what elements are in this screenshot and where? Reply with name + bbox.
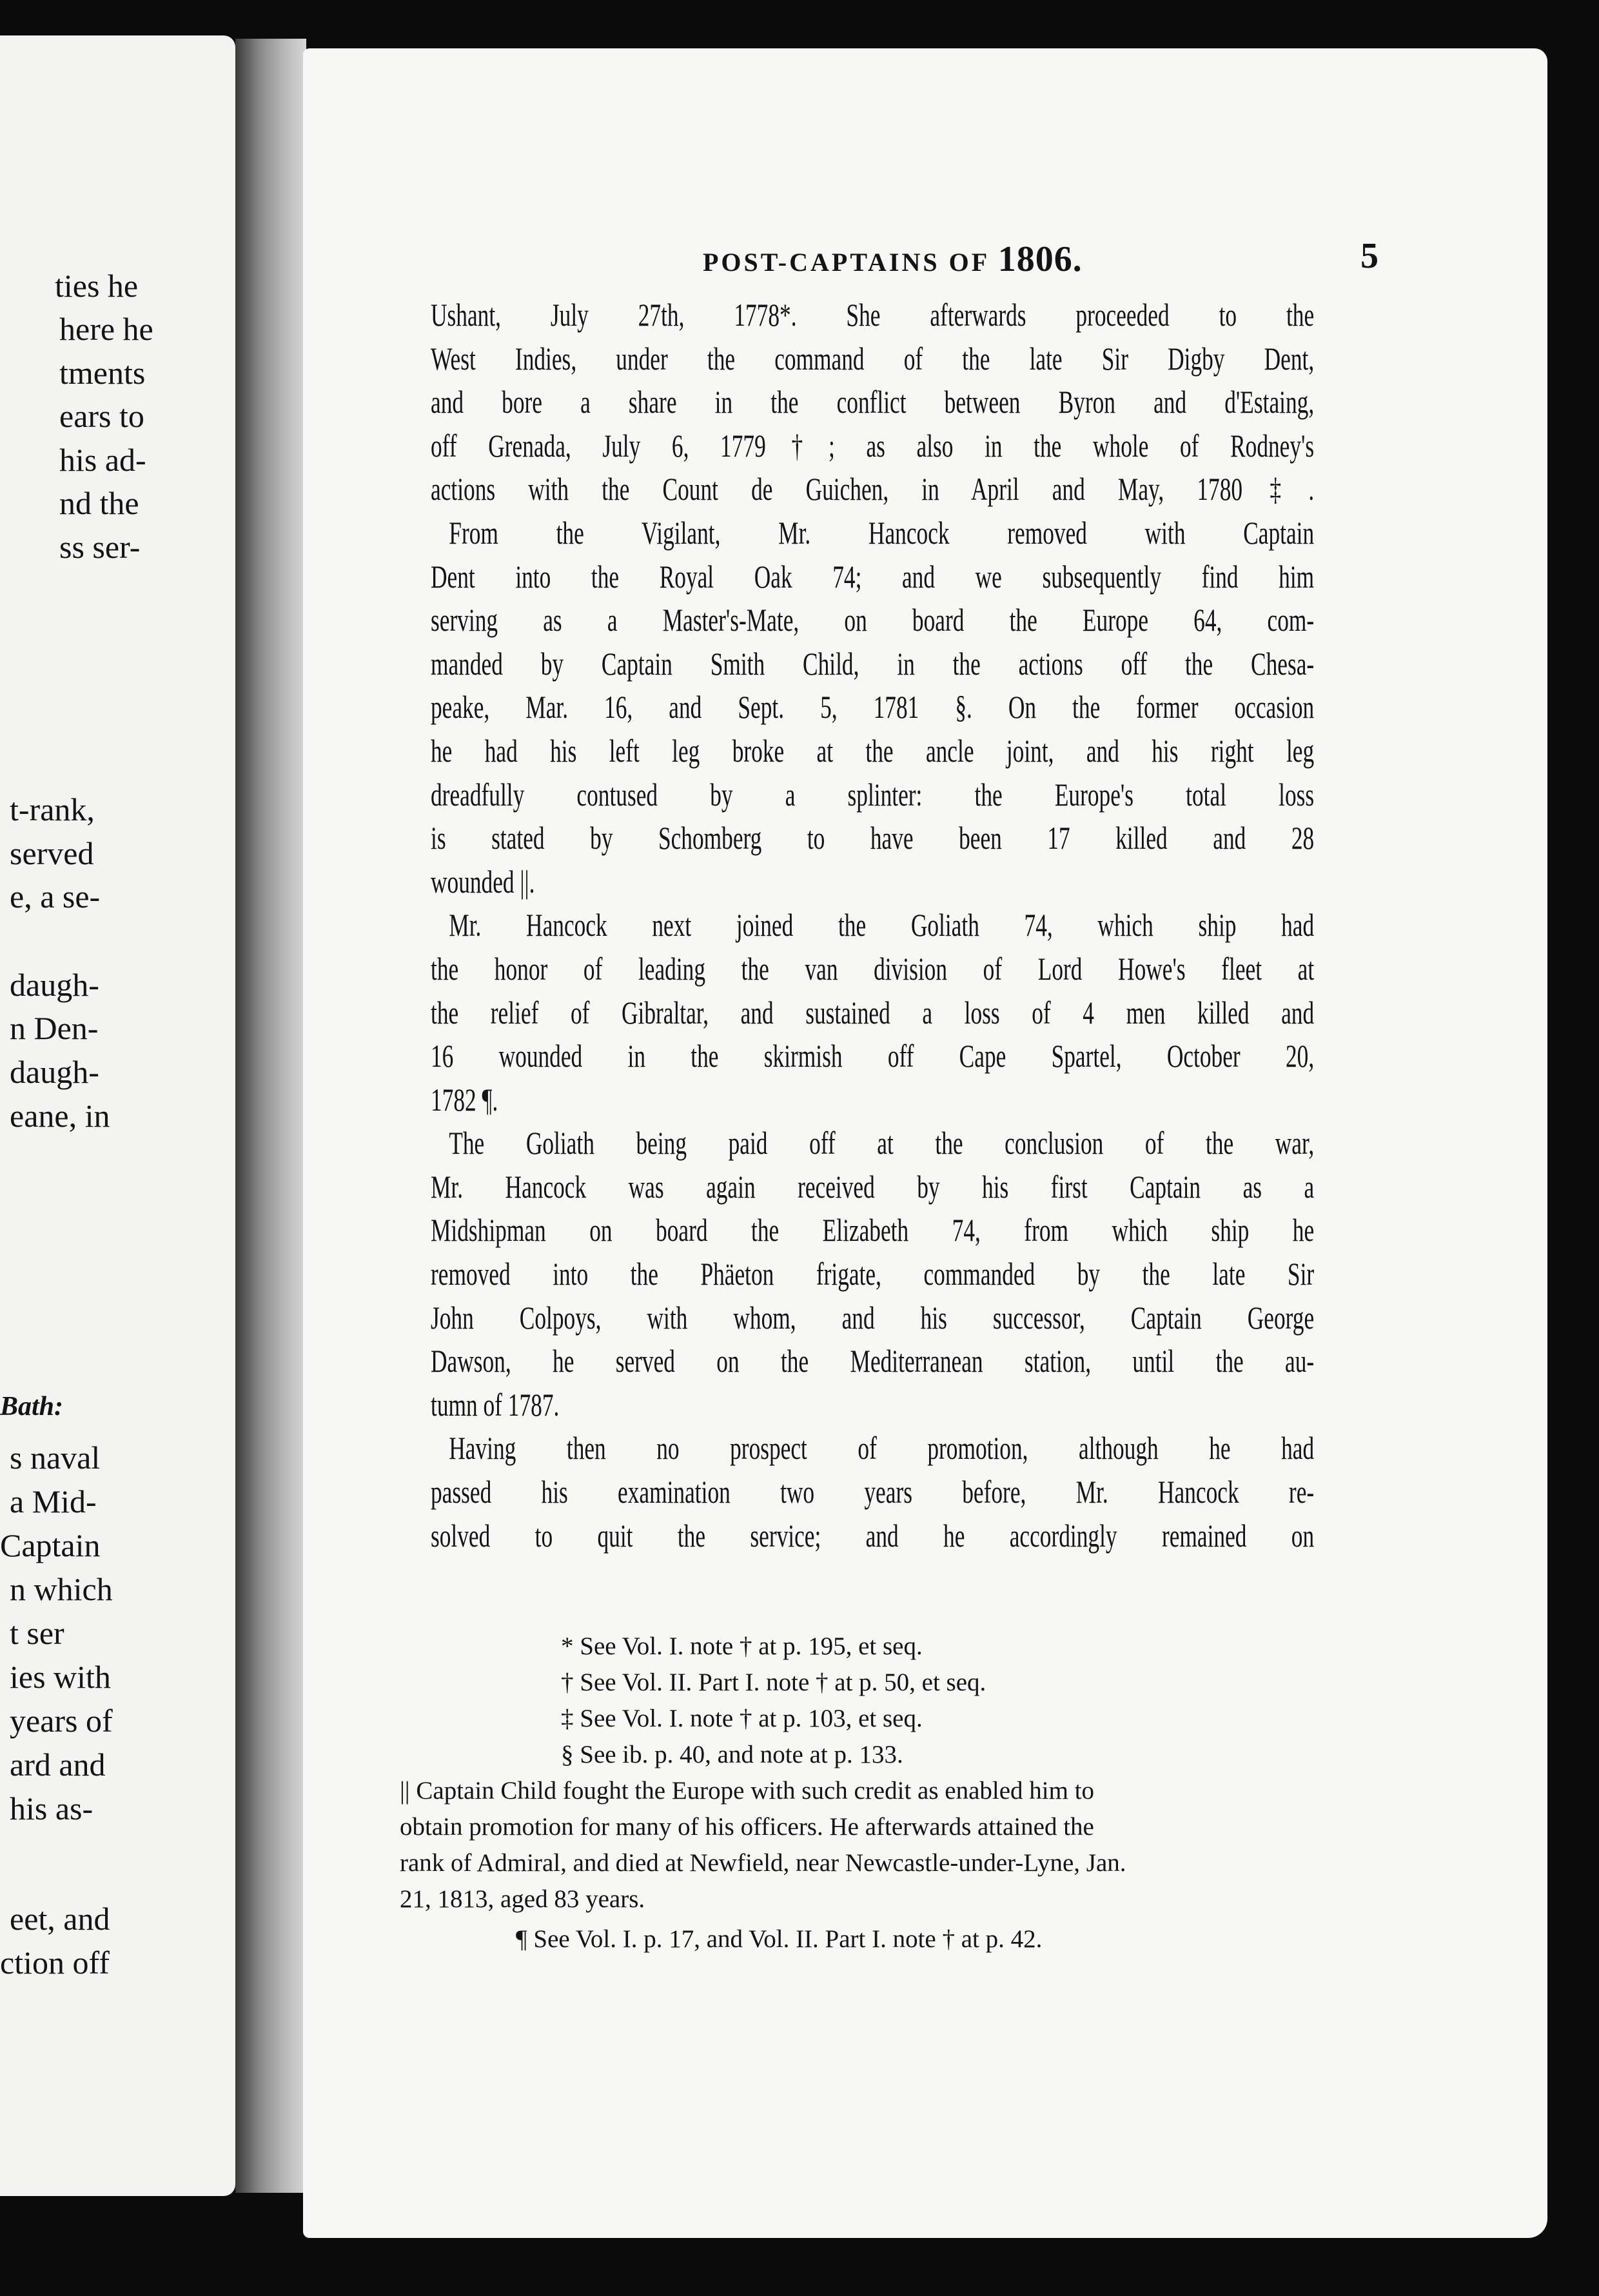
running-head-year: 1806. xyxy=(997,239,1083,279)
left-fragment: daugh- xyxy=(10,967,99,1003)
left-fragment: daugh- xyxy=(10,1054,99,1090)
text-line: the relief of Gibraltar, and sustained a loss of 4 men killed and xyxy=(431,994,1315,1031)
text-line: the honor of leading the van division of Lord Howe's fleet at xyxy=(431,950,1315,987)
text-line: actions with the Count de Guichen, in April and May, 1780‡. xyxy=(431,471,1315,508)
text-line: wounded ||. xyxy=(431,863,535,900)
left-fragment: eet, and xyxy=(10,1901,110,1937)
text-line: Dawson, he served on the Mediterranean station, until the au- xyxy=(431,1343,1315,1380)
footnote: § See ib. p. 40, and note at p. 133. xyxy=(561,1741,903,1768)
left-fragment: n Den- xyxy=(10,1010,99,1046)
left-fragment: ard and xyxy=(10,1747,106,1783)
left-fragment: ies with xyxy=(10,1659,111,1695)
running-head-text: POST-CAPTAINS OF xyxy=(703,248,989,277)
footnote: 21, 1813, aged 83 years. xyxy=(400,1885,645,1913)
text-line: Mr. Hancock was again received by his first Captain as a xyxy=(431,1168,1315,1205)
text-line: dreadfully contused by a splinter: the Europe's total loss xyxy=(431,776,1315,813)
left-fragment: tments xyxy=(59,355,146,391)
text-line: is stated by Schomberg to have been 17 killed and 28 xyxy=(431,820,1315,856)
footnote: rank of Admiral, and died at Newfield, near Newcastle-under-Lyne, Jan. xyxy=(400,1849,1126,1877)
text-line: off Grenada, July 6, 1779†; as also in the whole of Rodney's xyxy=(431,427,1315,464)
book-gutter-shadow xyxy=(235,39,306,2193)
left-fragment: s naval xyxy=(10,1440,101,1476)
text-line: From the Vigilant, Mr. Hancock removed with Captain xyxy=(449,514,1315,551)
left-fragment: Captain xyxy=(0,1527,101,1563)
text-line: tumn of 1787. xyxy=(431,1386,560,1423)
text-line: manded by Captain Smith Child, in the actions off the Chesa- xyxy=(431,645,1315,682)
left-fragment: Bath: xyxy=(0,1392,64,1421)
left-fragment: t ser xyxy=(10,1615,64,1651)
left-fragment: ss ser- xyxy=(59,529,141,565)
page-header xyxy=(303,235,1547,287)
text-line: serving as a Master's-Mate, on board the Europe 64, com- xyxy=(431,602,1315,638)
page-number: 5 xyxy=(1360,236,1378,276)
left-fragment: n which xyxy=(10,1571,113,1607)
text-line: passed his examination two years before, Mr. Hancock re- xyxy=(431,1474,1315,1510)
footnotes xyxy=(400,1628,1380,1957)
left-fragment: e, a se- xyxy=(10,878,101,915)
left-fragment: ction off xyxy=(0,1945,110,1981)
footnote: * See Vol. I. note † at p. 195, et seq. xyxy=(561,1632,923,1660)
left-fragment: ties he xyxy=(55,268,139,304)
footnote: † See Vol. II. Part I. note † at p. 50, et seq. xyxy=(561,1668,986,1696)
left-fragment: here he xyxy=(59,311,153,347)
left-fragment: his ad- xyxy=(59,442,146,478)
text-line: solved to quit the service; and he accordingly remained on xyxy=(431,1517,1315,1554)
text-line: Mr. Hancock next joined the Goliath 74, which ship had xyxy=(449,907,1315,944)
left-fragment: a Mid- xyxy=(10,1483,97,1519)
left-fragment: years of xyxy=(10,1703,113,1739)
footnote: ¶ See Vol. I. p. 17, and Vol. II. Part I. note † at p. 42. xyxy=(516,1925,1043,1953)
text-line: 1782 ¶. xyxy=(431,1081,498,1118)
footnote: || Captain Child fought the Europe with such credit as enabled him to xyxy=(400,1777,1095,1805)
text-line: The Goliath being paid off at the conclusion of the war, xyxy=(449,1125,1315,1162)
left-fragment: nd the xyxy=(59,485,139,521)
left-page-edge xyxy=(0,35,235,2196)
text-line: 16 wounded in the skirmish off Cape Spartel, October 20, xyxy=(431,1038,1315,1074)
text-line: Ushant, July 27th, 1778*. She afterwards proceeded to the xyxy=(431,297,1315,333)
text-line: peake, Mar. 16, and Sept. 5, 1781 §. On the former occasion xyxy=(431,689,1315,726)
running-head xyxy=(703,239,1083,280)
text-line: John Colpoys, with whom, and his successor, Captain George xyxy=(431,1299,1315,1336)
left-fragment: ears to xyxy=(59,398,144,434)
left-fragment: eane, in xyxy=(10,1098,110,1134)
left-fragment: t-rank, xyxy=(10,791,95,827)
text-line: and bore a share in the conflict between Byron and d'Estaing, xyxy=(431,384,1315,421)
body-text xyxy=(431,293,1314,1558)
left-fragment: served xyxy=(10,835,94,871)
left-fragment: his as- xyxy=(10,1790,93,1826)
text-line: Having then no prospect of promotion, although he had xyxy=(449,1430,1315,1467)
text-line: West Indies, under the command of the late Sir Digby Dent, xyxy=(431,340,1315,377)
right-page xyxy=(303,48,1547,2238)
text-line: he had his left leg broke at the ancle joint, and his right leg xyxy=(431,732,1315,769)
text-line: Dent into the Royal Oak 74; and we subsequently find him xyxy=(431,558,1315,595)
footnote: ‡ See Vol. I. note † at p. 103, et seq. xyxy=(561,1705,923,1732)
text-line: removed into the Phäeton frigate, commanded by the late Sir xyxy=(431,1256,1315,1292)
footnote: obtain promotion for many of his officers. He afterwards attained the xyxy=(400,1813,1094,1841)
text-line: Midshipman on board the Elizabeth 74, from which ship he xyxy=(431,1212,1315,1249)
